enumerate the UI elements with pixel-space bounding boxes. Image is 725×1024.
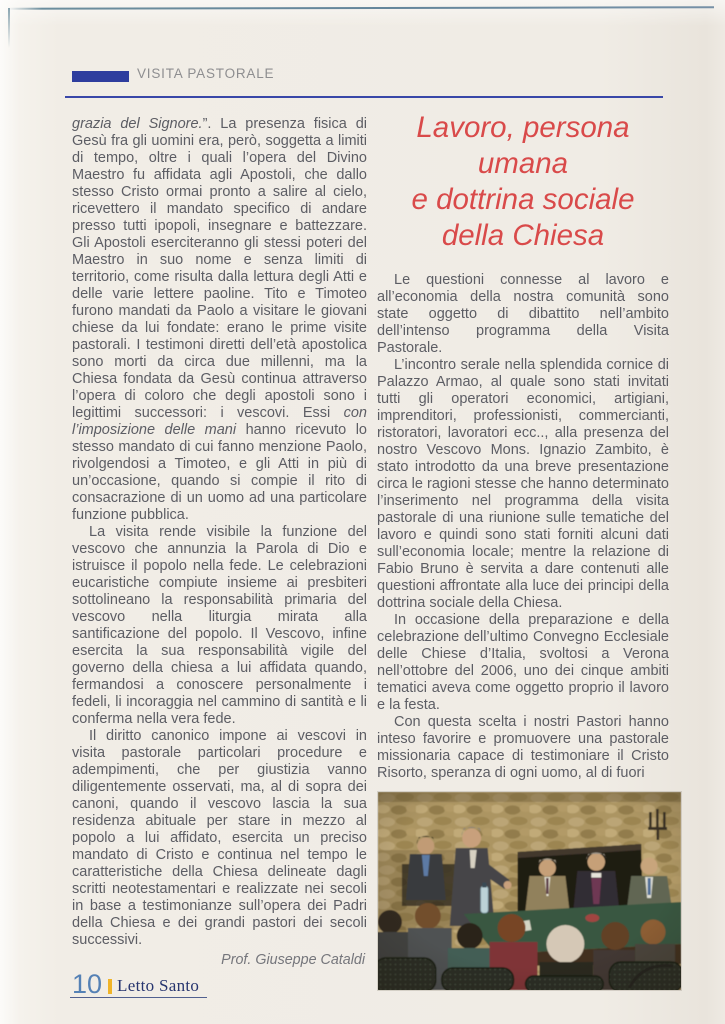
title-line: e dottrina sociale <box>411 183 635 216</box>
paragraph: Le questioni connesse al lavoro e all’economia della nostra comunità sono state oggetto di dibattito nell’ambito dell’intenso programma della Visita Pastorale. <box>377 272 669 356</box>
title-line: della Chiesa <box>441 219 605 252</box>
paragraph: grazia del Signore.”. La presenza fisica di Gesù fra gli uomini era, però, soggetta a limiti di tempo, oltre i quali l’opera del Divino Maestro fu affidata agli Apostoli, che dallo stesso Cristo ormai pronto a salire al cielo, ricevettero il mandato specifico di andare presso tutti ipopoli, insegnare e battezzare. Gli Apostoli eserciteranno gli stessi poteri del Maestro in suo nome e senza limiti di territorio, come risulta dalla lettura degli Atti e delle varie lettere paoline. Tito e Timoteo furono mandati da Paolo a visitare le giovani chiese da lui fondate: erano le prime visite pastorali. I testimoni diretti dell’età apostolica sono morti da circa due millenni, ma la Chiesa fondata da Gesù continua attraverso l’opera di coloro che degli apostoli sono i legittimi successori: i vescovi. Essi con l’imposizione delle mani hanno ricevuto lo stesso mandato di cui fanno menzione Paolo, rivolgendosi a Timoteo, e gli Atti in più di un’occasione, quando si compie il rito di consacrazione di un uomo ad una particolare funzione pubblica. <box>72 116 367 523</box>
left-column-text <box>72 116 367 949</box>
paragraph: La visita rende visibile la funzione del vescovo che annunzia la Parola di Dio e istruisce il popolo nella fede. Le celebrazioni eucaristiche compiute insieme ai presbiteri sottolineano la responsabilità primaria del vescovo nella liturgia mirata alla santificazione del popolo. Il Vescovo, infine esercita la sua responsabilità vigile del governo della chiesa a lui affidata quando, fermandosi a conoscere personalmente i fedeli, li incoraggia nel cammino di santità e li conferma nella vera fede. <box>72 524 367 727</box>
paragraph: L’incontro serale nella splendida cornice di Palazzo Armao, al quale sono stati invitati tutti gli operatori economici, artigiani, imprenditori, professionisti, commercianti, ristoratori, lavoratori ecc.., alla presenza del nostro Vescovo Mons. Ignazio Zambito, è stato introdotto da una breve presentazione circa le ragioni stesse che hanno determinato l’inserimento nel programma della visita pastorale di una riunione sulle tematiche del lavoro e quindi sono stati forniti alcuni dati sull’economia locale; mentre la relazione di Fabio Bruno è servita a dare contenuti alle questioni affrontate alla luce dei principi della dottrina sociale della Chiesa. <box>377 357 669 611</box>
page-edge-top <box>8 6 714 9</box>
paragraph: Il diritto canonico impone ai vescovi in visita pastorale particolari procedure e adempimenti, che per giustizia vanno diligentemente osservati, ma, al di sopra dei canoni, quando il vescovo lascia la sua residenza abituale per stare in mezzo al popolo a lui affidato, esercita un preciso mandato di Cristo e continua nel tempo le caratteristiche della Chiesa delineate dagli scritti neotestamentari e realizzate nei secoli in base a testimonianze sull’opera dei Padri della Chiesa e dei grandi pastori dei secoli successivi. <box>72 728 367 948</box>
conference-photo <box>378 792 681 990</box>
paragraph: Con questa scelta i nostri Pastori hanno inteso favorire e promuovere una pastorale missionaria capace di testimoniare il Cristo Risorto, speranza di ogni uomo, al di fuori <box>377 714 669 781</box>
left-column <box>72 116 367 968</box>
article-title <box>377 110 669 254</box>
header-rule <box>65 96 663 98</box>
title-line: Lavoro, persona umana <box>416 111 630 180</box>
right-column <box>377 106 669 990</box>
page-footer <box>70 969 207 999</box>
paragraph: In occasione della preparazione e della celebrazione dell’ultimo Convegno Ecclesiale delle Chiese d’Italia, svoltosi a Verona nell’ottobre del 2006, uno dei cinque ambiti tematici aveva come oggetto proprio il lavoro e la festa. <box>377 612 669 713</box>
page-edge-left <box>8 8 10 48</box>
right-column-text <box>377 272 669 782</box>
magazine-title: Letto Santo <box>117 976 200 995</box>
footer-divider-bar <box>108 979 112 994</box>
kicker-bar <box>72 71 129 82</box>
page-number: 10 <box>72 969 103 999</box>
section-kicker: VISITA PASTORALE <box>137 66 275 81</box>
byline: Prof. Giuseppe Cataldi <box>221 952 365 968</box>
